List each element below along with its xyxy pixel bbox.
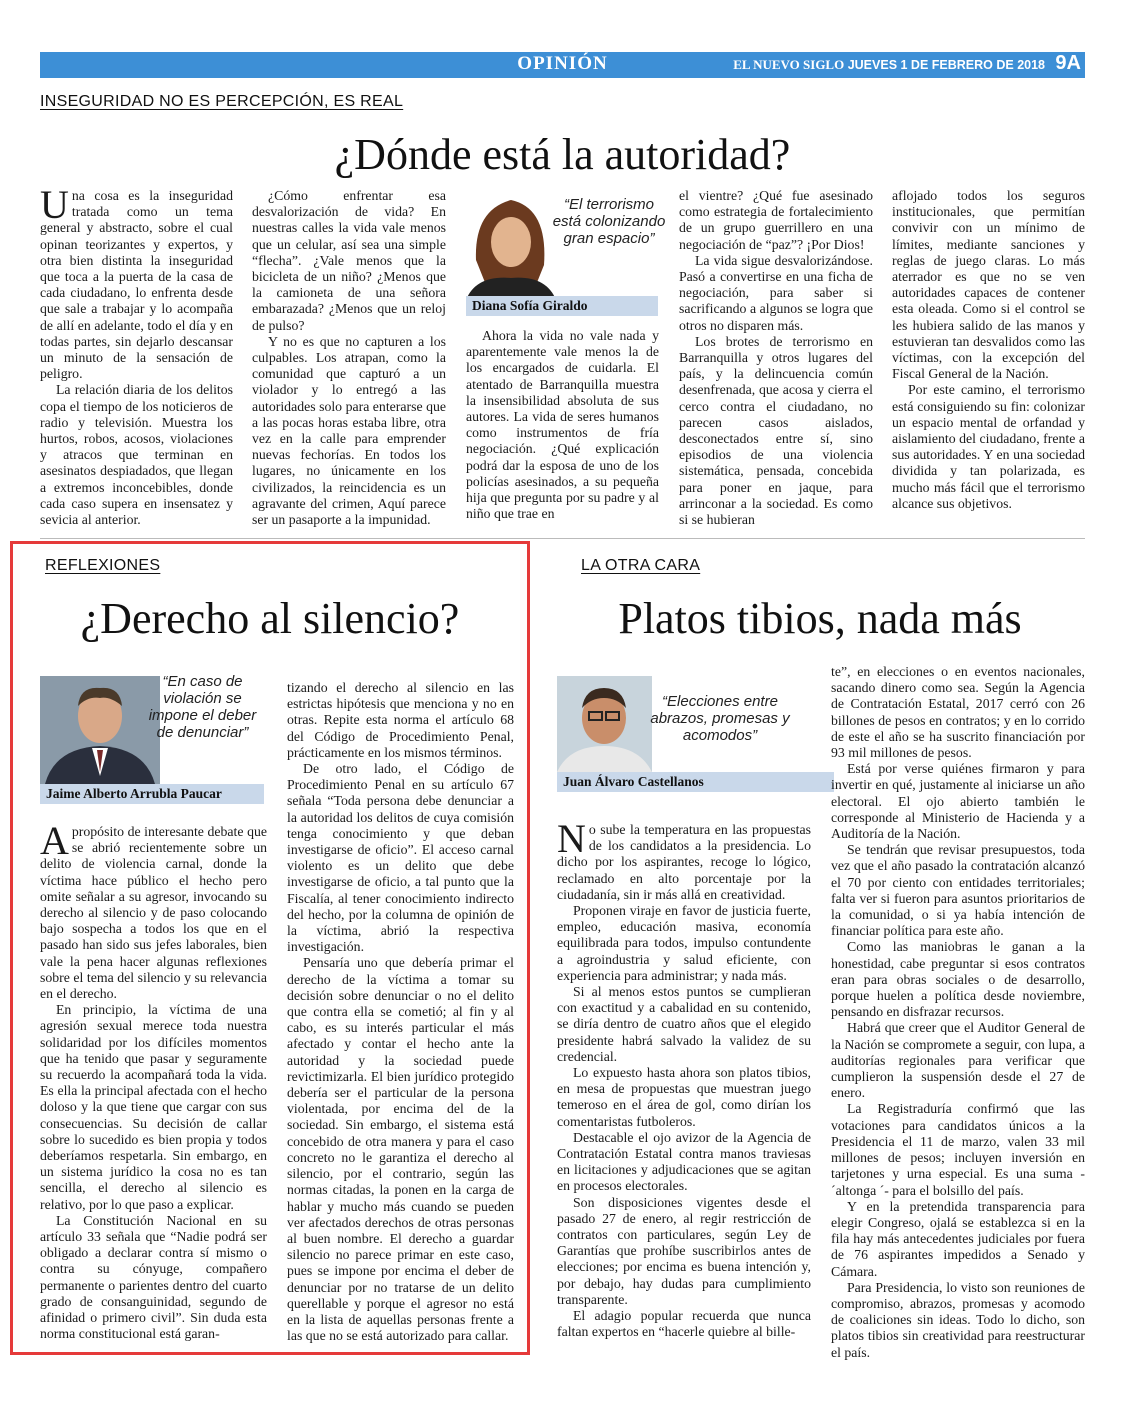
- article2-col1-p2: En principio, la víctima de una agresión sexual merece toda nuestra solidaridad por los difíciles momentos que ha tenido que pasar y seguramente su recuerdo la acompañará toda la vida. Es ella la principal afectada con el hecho doloso y la que tiene que cargar con sus consecuencias. Su decisión de callar sobre lo sucedido es bien propia y todos deberíamos respetarla. Sin embargo, en un sistema jurídico la cosa no es tan sencilla, el derecho al silencio es relativo, por lo que paso a explicar.: [40, 1002, 267, 1212]
- article1-col5-p1: aflojado todos los seguros institucionales, que permitían convivir con un mínimo de límites, mediante sanciones y reglas de juego claras. Lo más aterrador es que no se ven autoridades capaces de contener esta oleada. Como si el control se les hubiera salido de las manos y estuvieran tan desvalidos como las víctimas, con la excepción del Fiscal General de la Nación.: [892, 188, 1085, 382]
- article1-col1-p2: La relación diaria de los delitos copa el tiempo de los noticieros de radio y televisión. Muestra los hurtos, robos, acosos, violaciones y atracos que terminan en asesinatos despiadados, que llegan a extremos inconcebibles, donde cada caso supera en insensatez y sevicia al anterior.: [40, 382, 233, 528]
- section-divider: [40, 538, 1085, 539]
- article2-dropcap: A: [40, 818, 69, 863]
- masthead: [733, 57, 1045, 73]
- section-header-bar: [40, 52, 1085, 78]
- article1-col4-p3: Los brotes de terrorismo en Barranquilla y otros lugares del país, y la delincuencia común desenfrenada, que acosa y cierra el cerco contra el ciudadano, no parecen casos aislados, desconectados entre sí, sino episodios de una violencia sistemática, pensada, concebida para poner en jaque, para arrinconar a la sociedad. Es como si se hubieran: [679, 333, 873, 528]
- author-photo-diana: [466, 190, 556, 300]
- author-photo-juan: [557, 676, 652, 772]
- article3-quote: “Elecciones entre abrazos, promesas y acomodos”: [650, 693, 790, 744]
- article3-col2-p6: La Registraduría confirmó que las votaciones para candidatos únicos a la Presidencia el 11 de marzo, valen 33 mil millones de pesos; incluyen inversión en tarjetones y urna especial. Es una suma - ´altonga ´- para el bolsillo del país.: [831, 1101, 1085, 1198]
- article1-col4-p2: La vida sigue desvalorizándose. Pasó a convertirse en una ficha de negociación, para saber si sacrificando a algunos se logra que otros no disparen más.: [679, 252, 873, 333]
- article1-col4: [679, 188, 873, 528]
- article1-title: ¿Dónde está la autoridad?: [334, 130, 791, 179]
- article3-col1-p2: Proponen viraje en favor de justicia fuerte, empleo, educación masiva, economía equilibrada para todos, impulso contundente a agroindustria y salud eficiente, con experiencia para administrar; y nada más.: [557, 903, 811, 983]
- article1-col4-p1: el vientre? ¿Qué fue asesinado como estrategia de fortalecimiento de un grupo guerrillero en una negociación de “paz”? ¡Por Dios!: [679, 188, 873, 252]
- article3-col1-p5: Destacable el ojo avizor de la Agencia de Contratación Estatal contra manos traviesas en licitaciones y adjudicaciones que se agitan en procesos electorales.: [557, 1129, 811, 1194]
- article3-col2-p7: Y en la pretendida transparencia para elegir Congreso, ojalá se establezca si en la fila hay más antecedentes judiciales por fuera de 76 aspirantes impedidos a Senado y Cámara.: [831, 1198, 1085, 1279]
- article3-col2-p1: te”, en elecciones o en eventos nacionales, sacando dinero como sea. Según la Agencia de Contratación Estatal, 2017 cerró con 26 billones de pesos en contratos; y en lo corrido de este el año se ha suscrito financiación por 93 mil millones de pesos.: [831, 664, 1085, 761]
- article2-col2-p1: tizando el derecho al silencio en las estrictas hipótesis que menciona y no en otras. Repite esta norma el artículo 68 del Código de Procedimiento Penal, prácticamente en los mismos términos.: [287, 680, 514, 760]
- article3-dropcap: N: [557, 816, 586, 861]
- paper-name: EL NUEVO SIGLO: [733, 57, 845, 72]
- article2-col2: [287, 680, 514, 1344]
- article1-col3-p1: Ahora la vida no vale nada y aparentemente vale menos la de los encargados de cuidarla. El atentado de Barranquilla muestra la insensibilidad absoluta de sus autores. La vida de seres humanos como instrumentos de fría negociación. ¿Qué explicación podrá dar la esposa de uno de los policías asesinados, a su pequeña hija que pregunta por su padre y al niño que trae en: [466, 328, 659, 522]
- article2-col1-p1: Apropósito de interesante debate que se abrió recientemente sobre un delito de violencia carnal, donde la víctima hace público el hecho pero omite señalar a su agresor, invocando su derecho al silencio y de paso colocando bajo sospecha a todos los que en el pasado han sido sus jefes laborales, bien vale la pena hacer algunas reflexiones sobre el tema del silencio y su relevancia en el derecho.: [40, 818, 267, 1002]
- article3-kicker: LA OTRA CARA: [581, 557, 701, 574]
- article3-col1-p3: Si al menos estos puntos se cumplieran con exactitud y a cabalidad en su contenido, se diría dentro de cuatro años que el elegido presidente habrá salvado la validez de su credencial.: [557, 984, 811, 1064]
- article3-col2-p5: Habrá que creer que el Auditor General de la Nación se compromete a seguir, con lupa, a auditorías regionales para verificar que cumplieron la suspensión desde el 27 de enero.: [831, 1020, 1085, 1101]
- article3-col1-p4: Lo expuesto hasta ahora son platos tibios, en mesa de propuestas que muestran juego temeroso en el área de gol, como dirían los comentaristas futboleros.: [557, 1065, 811, 1129]
- article1-author: Diana Sofía Giraldo: [466, 296, 658, 316]
- section-name: OPINIÓN: [517, 53, 608, 74]
- article2-kicker: REFLEXIONES: [45, 557, 161, 574]
- article1-col3: [466, 328, 659, 522]
- article1-col2: [252, 188, 446, 528]
- article3-col2-p2: Está por verse quiénes firmaron y para invertir en qué, justamente al iniciarse un año electoral. El ojo abierto también le corresponde al Ministerio de Hacienda y a Auditoría de la Nación.: [831, 761, 1085, 842]
- article2-col1-p3: La Constitución Nacional en su artículo 33 señala que “Nadie podrá ser obligado a declarar contra sí mismo o contra su cónyuge, compañero permanente o parientes dentro del cuarto grado de consanguinidad, segundo de afinidad o primero civil”. Sin duda esta norma constitucional está garan-: [40, 1212, 267, 1342]
- article1-col2-p2: Y no es que no capturen a los culpables. Los atrapan, como la comunidad que capturó a un violador y lo entregó a las autoridades solo para enterarse que a las pocas horas estaba libre, otra vez en la calle para emprender nuevas fechorías. En todos los lugares, no únicamente en los civilizados, la reincidencia es un agravante del crimen, Aquí parece ser un pasaporte a la impunidad.: [252, 333, 446, 528]
- article3-col2-p4: Como las maniobras le ganan a la honestidad, cabe preguntar si esos contratos eran para obras sociales o de desarrollo, porque huelen a política desde noviembre, pensando en disfrazar recursos.: [831, 939, 1085, 1020]
- article1-col2-p1: ¿Cómo enfrentar esa desvalorización de vida? En nuestras calles la vida vale menos que un celular, así sea una simple “flecha”. ¿Vale menos que la bicicleta de un niño? ¿Menos que la camioneta de una señora embarazada? ¿Menos que un reloj de pulso?: [252, 188, 446, 333]
- article2-col1: [40, 818, 267, 1343]
- article2-author: Jaime Alberto Arrubla Paucar: [40, 784, 264, 804]
- article3-col1-p7: El adagio popular recuerda que nunca faltan expertos en “hacerle quiebre al bille-: [557, 1308, 811, 1340]
- article1-col5-p2: Por este camino, el terrorismo está consiguiendo su fin: colonizar un espacio mental de orfandad y aislamiento del ciudadano, frente a sus autoridades. Y en una sociedad dividida y tan polarizada, es mucho más fácil que el terrorismo alcance sus objetivos.: [892, 382, 1085, 511]
- page-number: 9A: [1055, 52, 1081, 74]
- article2-col2-p2: De otro lado, el Código de Procedimiento Penal en su artículo 67 señala “Toda persona debe denunciar a la autoridad los delitos de cuya comisión tenga conocimiento y que deban investigarse de oficio”. El acceso carnal violento es un delito que debe investigarse de oficio, a tal punto que la Fiscalía, al tener conocimiento indirecto del hecho, por la columna de opinión de la víctima, abrió la respectiva investigación.: [287, 761, 514, 955]
- article3-col1: [557, 816, 811, 1341]
- article1-dropcap: U: [40, 182, 69, 227]
- article3-col2-p8: Para Presidencia, lo visto son reuniones de compromiso, abrazos, promesas y acomodo de coaliciones sin ideas. Todo lo dicho, son platos tibios sin creatividad para reestructurar el país.: [831, 1279, 1085, 1360]
- article2-title: ¿Derecho al silencio?: [80, 594, 460, 643]
- article1-kicker: INSEGURIDAD NO ES PERCEPCIÓN, ES REAL: [40, 93, 404, 110]
- article3-title: Platos tibios, nada más: [618, 594, 1022, 643]
- article2-quote: “En caso de violación se impone el deber de denunciar”: [148, 673, 257, 741]
- article2-col2-p3: Pensaría uno que debería primar el derecho de la víctima a tomar su decisión sobre denunciar o no el delito que contra ella se cometió; al fin y al cabo, es su interés particular el más afectado y contar el hecho ante la autoridad y la sociedad puede revictimizarla. El bien jurídico protegido debería ser el particular de la persona violentada, por encima del de la sociedad. Sin embargo, el sistema está concebido de otra manera y para el caso concreto no le garantiza el derecho al silencio, por el contrario, según las normas citadas, la ponen en la carga de hablar y mucho más cuando se pueden ver afectados derechos de otras personas al buen nombre. El derecho a guardar silencio no parece primar en este caso, pues se impone por encima el deber de denunciar por no tratarse de un delito querellable y porque el agresor no está en la lista de aquellas personas frente a las que no se está autorizado para callar.: [287, 955, 514, 1344]
- article3-col1-p1: No sube la temperatura en las propuestas de los candidatos a la presidencia. Lo dicho por los aspirantes, recoge lo lógico, reclamado en alto porcentaje por la ciudadanía, sin ir más allá en creatividad.: [557, 816, 811, 902]
- article3-col2: [831, 664, 1085, 1361]
- article1-col5: [892, 188, 1085, 512]
- article1-col1-p1: Una cosa es la inseguridad tratada como un tema general y abstracto, sobre el cual opinan teorizantes y expertos, y otra bien distinta la inseguridad que toca a la puerta de la casa de cada ciudadano, lo enfrenta desde que sale a trabajar y lo acompaña de allí en adelante, todo el día y en todas partes, sin dejarlo descansar un minuto de la sensación de peligro.: [40, 182, 233, 382]
- article3-author: Juan Álvaro Castellanos: [557, 772, 834, 792]
- issue-date: JUEVES 1 DE FEBRERO DE 2018: [847, 58, 1045, 72]
- article1-col1: [40, 182, 233, 528]
- article3-col2-p3: Se tendrán que revisar presupuestos, toda vez que el año pasado la contratación alcanzó el 70 por ciento con entidades territoriales; falta ver si fueron para asuntos prioritarios de la comunidad, o si ya había intención de financiar política para este año.: [831, 842, 1085, 939]
- article1-quote: “El terrorismo está colonizando gran espacio”: [552, 196, 666, 247]
- article3-col1-p6: Son disposiciones vigentes desde el pasado 27 de enero, al regir restricción de contratos con particulares, según Ley de Garantías que prohíbe suscribirlos antes de elecciones; por encima es buena intención y, por debajo, hay dudas para cumplimiento transparente.: [557, 1194, 811, 1307]
